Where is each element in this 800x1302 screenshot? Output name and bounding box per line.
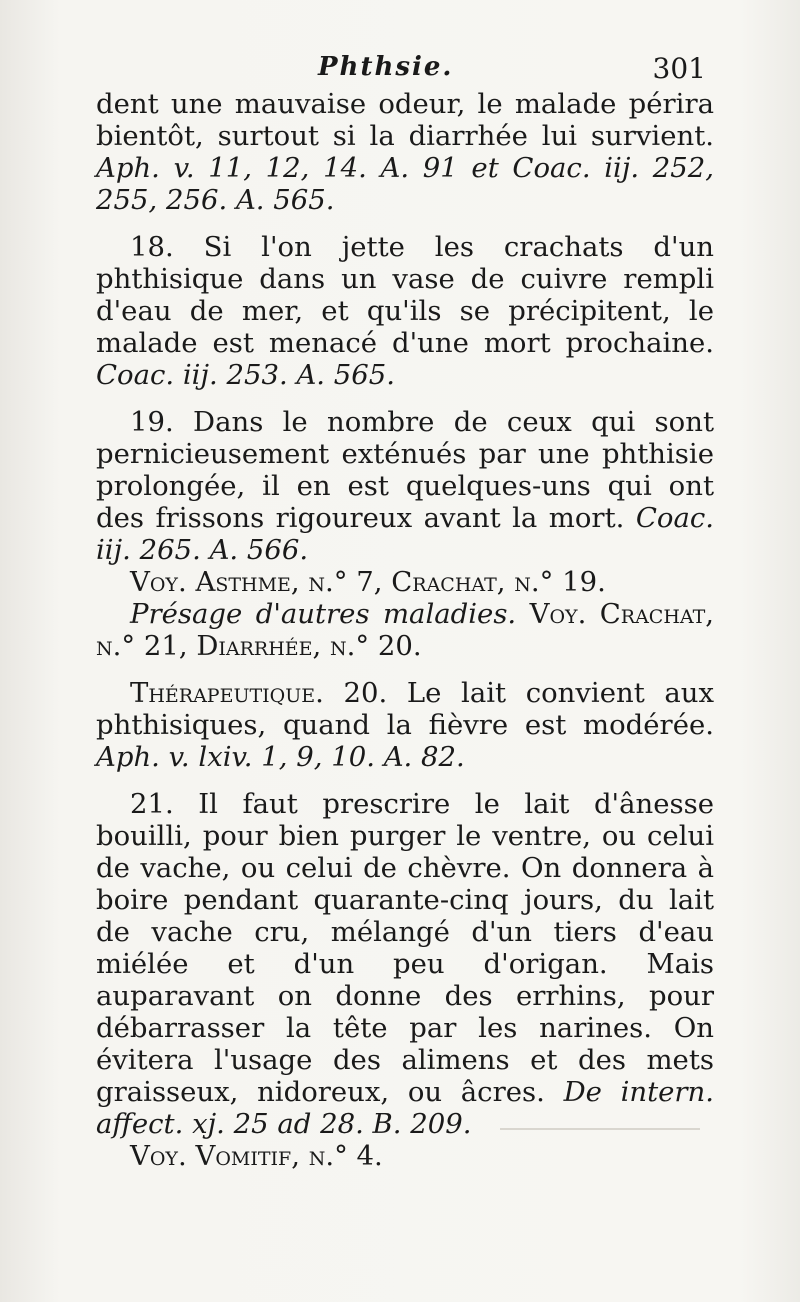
presage-line	[96, 598, 714, 662]
paragraph-18	[96, 231, 714, 391]
section-heading: Thérapeutique.	[130, 677, 324, 709]
reference: De intern. affect. xj. 25 ad 28. B. 209.	[96, 1076, 715, 1140]
cross-reference-text: Voy. Asthme, n.° 7, Crachat, n.° 19.	[130, 566, 606, 598]
reference: Aph. v. lxiv. 1, 9, 10. A. 82.	[96, 741, 465, 773]
paragraph-text: 21. Il faut prescrire le lait d'ânesse bouilli, pour bien purger le ventre, ou celui de vache, ou celui de chèvre. On donnera à boire pendant quarante-cinq jours, du lait de vache cru, mélangé d'un tiers d'eau miélée et d'un peu d'origan. Mais auparavant on donne des errhins, pour débarrasser la tête par les narines. On évitera l'usage des alimens et des mets graisseux, nidoreux, ou âcres.	[96, 788, 714, 1108]
reference: Coac. iij. 253. A. 565.	[96, 359, 396, 391]
section-label: Présage d'autres maladies.	[130, 598, 517, 630]
page-number: 301	[652, 52, 706, 85]
reference: Coac. iij. 265. A. 566.	[96, 502, 714, 566]
cross-reference-text: Voy. Crachat, n.° 21, Diarrhée, n.° 20.	[96, 598, 714, 662]
bleed-through-rule	[500, 1128, 700, 1130]
page-header	[0, 52, 800, 92]
paragraph-19	[96, 406, 714, 566]
paragraph-21	[96, 788, 714, 1140]
paragraph-text: 18. Si l'on jette les crachats d'un phthisique dans un vase de cuivre rempli d'eau de mer, et qu'ils se précipitent, le malade est menacé d'une mort prochaine.	[96, 231, 714, 359]
cross-reference	[96, 1140, 714, 1172]
page-body	[96, 88, 714, 1172]
reference: Aph. v. 11, 12, 14. A. 91 et Coac. iij. 252, 255, 256. A. 565.	[96, 152, 714, 216]
paragraph-20	[96, 677, 714, 773]
paragraph-continued	[96, 88, 714, 216]
paragraph-text: 19. Dans le nombre de ceux qui sont pernicieusement exténués par une phthisie prolongée, il en est quelques-uns qui ont des frissons rigoureux avant la mort.	[96, 406, 714, 534]
paragraph-text: 20. Le lait convient aux phthisiques, quand la fièvre est modérée.	[96, 677, 714, 741]
running-title: Phthsie.	[318, 52, 454, 82]
cross-reference-text: Voy. Vomitif, n.° 4.	[130, 1140, 383, 1172]
cross-reference	[96, 566, 714, 598]
paragraph-text: dent une mauvaise odeur, le malade périra bientôt, surtout si la diarrhée lui survient.	[96, 88, 714, 152]
